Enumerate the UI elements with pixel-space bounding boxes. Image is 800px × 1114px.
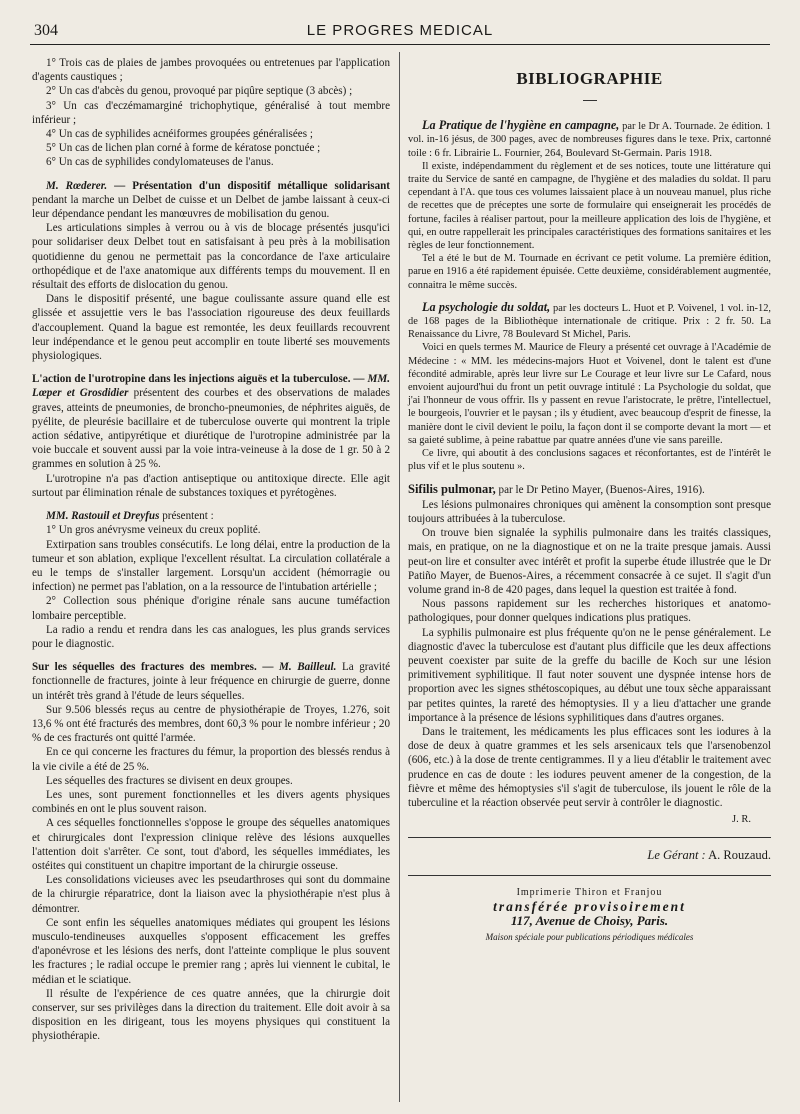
right-column [408, 56, 771, 944]
list-item: 4° Un cas de syphilides acnéiformes groupées généralisées ; [46, 128, 313, 141]
book-reference: Sifilis pulmonar, par le Dr Petino Mayer, (Buenos-Aires, 1916). [408, 482, 705, 497]
body-paragraph: Ce sont enfin les séquelles anatomiques médiates qui groupent les lésions musculo-tendineuses auxquelles s'opposent efficacement les greffes d'aponévrose et les lésions des nerfs, dont l'atteinte complique le plus souvent les fractures ; le radial occupe le premier rang ; après lui viennent le cubital, le médian et le sciatique. [32, 916, 390, 986]
book-reference: La psychologie du soldat, par les docteurs L. Huot et P. Voivenel, 1 vol. in-12, de 168 pages de la Bibliothèque internationale de critique. Prix : 2 fr. 50. La Renaissance du Livre, 78 Boulevard St Michel, Paris. [408, 299, 771, 341]
review-paragraph: La syphilis pulmonaire est plus fréquente qu'on ne le pense généralement. Le diagnostic d'avec la tuberculose est d'autant plus difficile que les deux affections peuvent coexister par suite de la greffe du bacille de Koch sur une lésion primitivement syphilitique. Il faut noter souvent une dyspnée intense hors de proportion avec les signes sthétoscopiques, au début une toux sèche apparaissant par petites quintes, la rareté des hémoptysies. Il y a lieu d'attacher une grande importance à la présence de lésions syphilitiques dans d'autres organes. [408, 626, 771, 724]
printer-name: Imprimerie Thiron et Franjou [516, 886, 663, 898]
section-heading: BIBLIOGRAPHIE [516, 69, 663, 88]
heading-rule [583, 100, 597, 101]
urotropine-paragraph: L'action de l'urotropine dans les injections aiguës et la tuberculose. — MM. Lœper et Grosdidier présentent des courbes et des observations de malades graves, atteints de pneumonies, de broncho-pneumonies, de néphrites aiguës, de pyélite, de pleurésie bacillaire et de tuberculose ouverte qui montrent la triple action sédative, antipyrétique et diurétique de l'urotropine administrée par la voie buccale et souvent aussi par la voie intra-veineuse à la dose de 1 gr. 50 à 2 grammes en solution à 25 %. [32, 373, 391, 471]
body-paragraph: 1° Un gros anévrysme veineux du creux poplité. [46, 524, 261, 537]
list-item: 3° Un cas d'eczémamarginé trichophytique, généralisé à tout membre inférieur ; [32, 99, 390, 126]
journal-title: LE PROGRES MEDICAL [306, 22, 494, 39]
left-column [32, 56, 390, 1044]
body-paragraph: 2° Collection sous phénique d'origine rénale sans aucune tuméfaction lombaire perceptible. [32, 595, 390, 622]
review-paragraph: Nous passons rapidement sur les recherches historiques et anatomo-pathologiques, pour donner quelques indications plus pratiques. [408, 598, 771, 625]
body-paragraph: Les articulations simples à verrou ou à vis de blocage présentés jusqu'ici pour solidariser deux Delbet tout en satisfaisant à peu près à la mobilisation quotidienne du genou ne permettait pas la concordance de l'axe articulaire orthopédique et de l'axe anatomique aux différents temps du mouvement. Il en résultait des efforts de dislocation du genou. [32, 222, 390, 292]
body-paragraph: Les consolidations vicieuses avec les pseudarthroses qui sont du dommaine de la chirurgie réparatrice, dont la liaison avec la physiothérapie n'est plus à démontrer. [32, 874, 390, 915]
book-reference: La Pratique de l'hygiène en campagne, par le Dr A. Tournade. 2e édition. 1 vol. in-16 jésus, de 300 pages, avec de nombreuses figures dans le texe. Prix, cartonné toile : 6 fr. Librairie L. Fournier, 264, Boulevard St-Germain. Paris 1918. [408, 118, 771, 159]
communication-title: — Présentation d'un dispositif métallique solidarisant [114, 179, 390, 192]
body-paragraph: L'urotropine n'a pas d'action antiseptique ou antitoxique directe. Elle agit surtout par élimination rénale de substances toxiques et pyrétogènes. [32, 472, 390, 499]
book-title: La psychologie du soldat, [422, 299, 551, 314]
list-item: 2° Un cas d'abcès du genou, provoqué par piqûre septique (3 abcès) ; [46, 85, 353, 98]
list-item: 5° Un cas de lichen plan corné à forme de kératose ponctuée ; [46, 142, 321, 155]
book-title: La Pratique de l'hygiène en campagne, [422, 118, 620, 133]
list-item: 6° Un cas de syphilides condylomateuses de l'anus. [46, 156, 274, 169]
body-paragraph: Extirpation sans troubles consécutifs. Le long délai, entre la production de la tumeur et son ablation, explique l'excellent résultat. La circulation collatérale a eu le temps de s'installer largement. Lorsqu'un accident (hémorragie ou infection) ne permet pas l'ablation, on a la ressource de l'intubation artérielle ; [32, 538, 390, 594]
body-paragraph: Dans le dispositif présenté, une bague coulissante assure quand elle est glissée et assujettie vers le bas l'association rigoureuse des deux feuillards d'accouplement. Quand la bague est remontée, les deux feuillards recouvrent leur indépendance et le genou peut accomplir en toute liberté ses mouvements physiologiques. [32, 293, 390, 363]
author-name: M. Rœderer. [46, 179, 108, 192]
author-name: MM. Rastouil et Dreyfus [46, 510, 160, 523]
review-paragraph: Tel a été le but de M. Tournade en écrivant ce petit volume. La première édition, parue en 1916 a été rapidement épuisée. Cette deuxième, considérablement augmentée, connaitra le même succès. [408, 253, 771, 291]
gerant-name: A. Rouzaud. [708, 848, 771, 863]
list-item: 1° Trois cas de plaies de jambes provoquées ou entretenues par l'application d'agents caustiques ; [32, 57, 390, 84]
body-paragraph: La radio a rendu et rendra dans les cas analogues, les plus grands services pour le diagnostic. [32, 623, 390, 650]
body-paragraph: Sur 9.506 blessés reçus au centre de physiothérapie de Troyes, 1.276, soit 13,6 % ont été fracturés des membres, dont 60,3 % pour le nombre inférieur ; 20 % de ces fracturés ont quitté l'armée. [32, 703, 390, 745]
page-number: 304 [34, 22, 58, 39]
column-divider [399, 52, 400, 1102]
communication-title: L'action de l'urotropine dans les injections aiguës et la tuberculose. — [32, 373, 365, 386]
review-paragraph: Ce livre, qui aboutit à des conclusions sagaces et réconfortantes, est de l'intérêt le plus vif et le plus soutenu ». [408, 448, 771, 473]
review-paragraph: Il existe, indépendamment du règlement et de ses notices, toute une littérature qui traite du Service de santé en campagne, de l'hygiène et des maladies du soldat. Il paru cependant à l'A. que tous ces volumes laissaient place à un nouveau manuel, plus riche de recettes que de préceptes une sorte de formulaire qui enseignerait les procédés de fortune, faciles à réaliser partout, pour la meilleure application des lois de l'hygiène, et qui, en outre rappellerait les principales caractéristiques des formations sanitaires et les règles de leur fonctionnement. [408, 160, 771, 252]
sequelles-paragraph: Sur les séquelles des fractures des membres. — M. Bailleul. La gravité fonctionnelle de fractures, jointe à leur fréquence en chirurgie de guerre, donne un intérêt très grand à l'étude de leurs séquelles. [32, 661, 391, 702]
divider [408, 875, 771, 876]
body-paragraph: En ce qui concerne les fractures du fémur, la proportion des blessés rendus à la vie civile a été de 25 %. [32, 746, 390, 773]
review-signature: J. R. [732, 814, 751, 826]
review-paragraph: Voici en quels termes M. Maurice de Fleury a présenté cet ouvrage à l'Académie de Médecine : « MM. les médecins-majors Huot et Voivenel, dont le talent est d'une fécondité admirable, après leur livre sur Le Courage et leur livre sur Le Cafard, nous envoient aujourd'hui du front un petit ouvrage intitulé : La Psychologie du soldat, que j'ai l'honneur de vous offrir. Ils y passent en revue l'aristocrate, le prêtre, l'intellectuel, le bourgeois, l'ouvrier et le paysan ; ils y étudient, avec beaucoup d'esprit de finesse, la manière dont le civil devient le poilu, la façon dont il se comporte devant la mort — et sa gaieté sublime, à peine rabattue par quatre années d'une vie sans pareille. [408, 342, 771, 446]
printer-address: 117, Avenue de Choisy, Paris. [510, 912, 669, 928]
printer-notice: transférée provisoirement [493, 898, 686, 914]
body-paragraph: A ces séquelles fonctionnelles s'oppose le groupe des séquelles anatomiques et chirurgicales dont l'expression clinique relève des lésions auxquelles l'attention doit s'arrêter. Ce sont, tout d'abord, les séquelles immédiates, les ostéites qui constituent un chapitre important de la chirurgie osseuse. [32, 817, 390, 872]
author-name: M. Bailleul. [279, 661, 337, 674]
body-paragraph: Il résulte de l'expérience de ces quatre années, que la chirurgie doit conserver, sur ses privilèges dans la direction du traitement. Elle doit avoir à sa disposition en les dirigeant, tous les moyens physiques qui constituent la physiothérapie. [32, 987, 390, 1043]
author-name: MM. Lœper et Grosdidier [32, 373, 390, 400]
review-paragraph: Les lésions pulmonaires chroniques qui amènent la consomption sont presque toujours attribuées à la tuberculose. [408, 498, 771, 525]
body-paragraph: Les unes, sont purement fonctionnelles et les divers agents physiques combinés en ont le plus souvent raison. [32, 788, 390, 816]
review-paragraph: Dans le traitement, les médicaments les plus efficaces sont les iodures à la dose de deux à quatre grammes et les sels arsenicaux tels que l'arsenobenzol (606, etc.) à la dose de trente centigrammes. Il y a lieu d'établir le traitement avec prudence en cas de doute : les iodures peuvent amener de la congestion, de la fièvre et même des hémoptysies s'il s'agit de tuberculose, ils jouent le rôle de la tuberculine et la réaction observée peut servir à contrôler le diagnostic. [408, 725, 771, 809]
book-title: Sifilis pulmonar, [408, 482, 496, 497]
page-header [30, 20, 770, 45]
divider [408, 837, 771, 838]
roederer-paragraph: M. Rœderer. — Présentation d'un dispositif métallique solidarisant pendant la marche un Delbet de cuisse et un Delbet de jambe laissant à ceux-ci leur dépendance pendant les manœuvres de mobilisation du genou. [32, 179, 390, 221]
rastouil-paragraph: MM. Rastouil et Dreyfus présentent : [46, 510, 214, 523]
body-paragraph: Les séquelles des fractures se divisent en deux groupes. [46, 774, 293, 787]
printer-specialty: Maison spéciale pour publications périodiques médicales [485, 932, 694, 943]
communication-title: Sur les séquelles des fractures des membres. — [32, 661, 274, 674]
review-paragraph: On trouve bien signalée la syphilis pulmonaire dans les traités classiques, mais, en pratique, on ne la diagnostique et on ne la traite presque jamais. Aussi peut-on lire et consulter avec intérêt et profit la superbe étude illustrée que le Dr Patiño Mayer, de Buenos-Aires, a récemment consacrée à ce sujet. Il s'agit d'un volume grand in-8 de 420 pages, dans lequel la question est traitée à fond. [408, 527, 771, 596]
gerant-line: Le Gérant : A. Rouzaud. [647, 848, 771, 863]
